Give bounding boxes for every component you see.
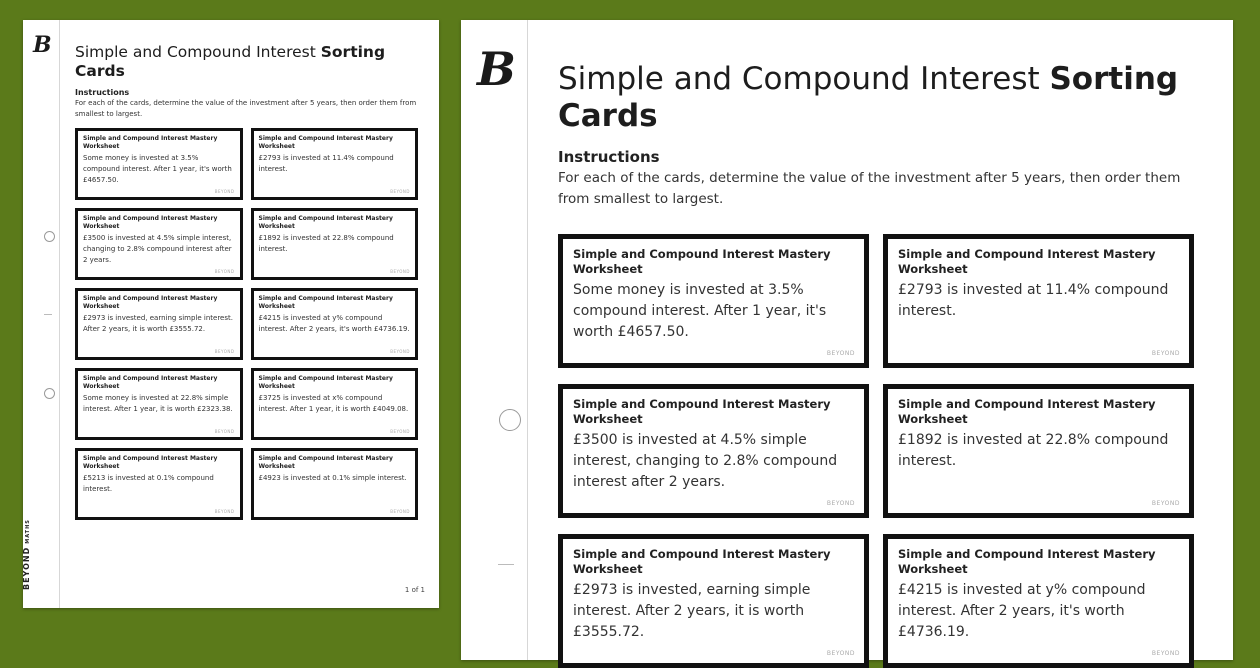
punch-hole <box>44 388 55 399</box>
card-text: £1892 is invested at 22.8% compound interest. <box>258 234 394 253</box>
sorting-card <box>558 534 869 668</box>
sorting-card <box>251 288 419 360</box>
sorting-card <box>558 384 869 518</box>
punch-hole <box>44 231 55 242</box>
card-brand: BEYOND <box>214 429 235 434</box>
card-brand: BEYOND <box>214 509 235 514</box>
hole-tick <box>44 314 52 315</box>
instructions-heading: Instructions <box>75 88 130 97</box>
card-text: £2973 is invested, earning simple interest. After 2 years, it is worth £3555.72. <box>83 314 233 333</box>
card-header: Simple and Compound Interest Mastery Worksheet <box>83 455 218 470</box>
worksheet-thumbnail-page <box>23 20 439 608</box>
sorting-card <box>75 208 243 280</box>
margin-line <box>527 20 528 660</box>
card-text: £2793 is invested at 11.4% compound interest. <box>898 282 1169 319</box>
sorting-card <box>883 534 1194 668</box>
card-header: Simple and Compound Interest Mastery Worksheet <box>83 215 218 230</box>
worksheet-content <box>75 43 421 520</box>
card-text: £3500 is invested at 4.5% simple interest, changing to 2.8% compound interest after 2 years. <box>573 432 838 490</box>
card-header: Simple and Compound Interest Mastery Worksheet <box>83 135 218 150</box>
punch-hole <box>499 409 521 431</box>
card-brand: BEYOND <box>390 189 410 194</box>
card-header: Simple and Compound Interest Mastery Worksheet <box>573 247 831 276</box>
card-brand: BEYOND <box>826 350 855 357</box>
card-text: £5213 is invested at 0.1% compound interest. <box>83 474 214 493</box>
card-brand: BEYOND <box>390 269 410 274</box>
worksheet-title <box>558 61 1208 135</box>
card-brand: BEYOND <box>390 509 410 514</box>
card-header: Simple and Compound Interest Mastery Worksheet <box>258 215 393 230</box>
margin-line <box>59 20 60 608</box>
card-header: Simple and Compound Interest Mastery Worksheet <box>258 455 393 470</box>
title-regular: Simple and Compound Interest <box>558 61 1050 97</box>
card-text: £4215 is invested at y% compound interest. After 2 years, it's worth £4736.19. <box>898 582 1146 640</box>
instructions-text: For each of the cards, determine the value of the investment after 5 years, then order them from smallest to largest. <box>558 170 1181 207</box>
sorting-card <box>251 448 419 520</box>
card-header: Simple and Compound Interest Mastery Worksheet <box>573 547 831 576</box>
card-text: Some money is invested at 3.5% compound interest. After 1 year, it's worth £4657.50. <box>573 282 827 340</box>
card-header: Simple and Compound Interest Mastery Worksheet <box>898 397 1156 426</box>
card-header: Simple and Compound Interest Mastery Worksheet <box>573 397 831 426</box>
beyond-logo-icon: B <box>33 32 52 58</box>
worksheet-title <box>75 43 421 81</box>
card-header: Simple and Compound Interest Mastery Worksheet <box>83 375 218 390</box>
card-grid <box>75 128 418 520</box>
card-header: Simple and Compound Interest Mastery Worksheet <box>258 295 393 310</box>
sorting-card <box>883 234 1194 368</box>
card-brand: BEYOND <box>826 650 855 657</box>
sorting-card <box>75 368 243 440</box>
card-brand: BEYOND <box>1151 350 1180 357</box>
sorting-card <box>251 368 419 440</box>
instructions-text: For each of the cards, determine the value of the investment after 5 years, then order them from smallest to largest. <box>75 99 417 118</box>
card-header: Simple and Compound Interest Mastery Worksheet <box>258 135 393 150</box>
sorting-card <box>558 234 869 368</box>
worksheet-zoomed-page <box>461 20 1233 660</box>
card-brand: BEYOND <box>214 349 235 354</box>
card-brand: BEYOND <box>214 269 235 274</box>
card-text: £4923 is invested at 0.1% simple interest. <box>258 474 407 482</box>
card-header: Simple and Compound Interest Mastery Worksheet <box>898 247 1156 276</box>
card-grid <box>558 234 1194 668</box>
card-header: Simple and Compound Interest Mastery Worksheet <box>258 375 393 390</box>
card-text: £4215 is invested at y% compound interest. After 2 years, it's worth £4736.19. <box>258 314 410 333</box>
sorting-card <box>75 288 243 360</box>
card-text: £2793 is invested at 11.4% compound interest. <box>258 154 394 173</box>
page-number: 1 of 1 <box>404 586 425 594</box>
brand-vertical-label <box>22 519 31 590</box>
sorting-card <box>251 128 419 200</box>
card-brand: BEYOND <box>1151 650 1180 657</box>
card-brand: BEYOND <box>390 429 410 434</box>
sorting-card <box>883 384 1194 518</box>
card-text: Some money is invested at 22.8% simple interest. After 1 year, it is worth £2323.38. <box>83 394 233 413</box>
beyond-logo-icon: B <box>477 42 516 96</box>
sorting-card <box>251 208 419 280</box>
worksheet-content <box>558 61 1208 668</box>
card-header: Simple and Compound Interest Mastery Worksheet <box>83 295 218 310</box>
card-header: Simple and Compound Interest Mastery Worksheet <box>898 547 1156 576</box>
title-bold: Sorting Cards <box>75 43 386 80</box>
sorting-card <box>75 128 243 200</box>
sorting-card <box>75 448 243 520</box>
card-brand: BEYOND <box>1151 500 1180 507</box>
card-text: £2973 is invested, earning simple interest. After 2 years, it is worth £3555.72. <box>573 582 811 640</box>
brand-name: BEYOND <box>22 546 31 590</box>
brand-subname: MATHS <box>25 519 31 544</box>
title-bold: Sorting Cards <box>558 61 1179 134</box>
card-brand: BEYOND <box>390 349 410 354</box>
card-text: £1892 is invested at 22.8% compound interest. <box>898 432 1169 469</box>
hole-tick <box>498 564 514 565</box>
card-brand: BEYOND <box>214 189 235 194</box>
card-text: £3725 is invested at x% compound interest. After 1 year, it is worth £4049.08. <box>258 394 409 413</box>
card-brand: BEYOND <box>826 500 855 507</box>
card-text: £3500 is invested at 4.5% simple interest, changing to 2.8% compound interest after 2 years. <box>83 234 232 264</box>
title-regular: Simple and Compound Interest <box>75 43 321 61</box>
instructions-heading: Instructions <box>558 148 660 166</box>
card-text: Some money is invested at 3.5% compound interest. After 1 year, it's worth £4657.50. <box>83 154 232 184</box>
